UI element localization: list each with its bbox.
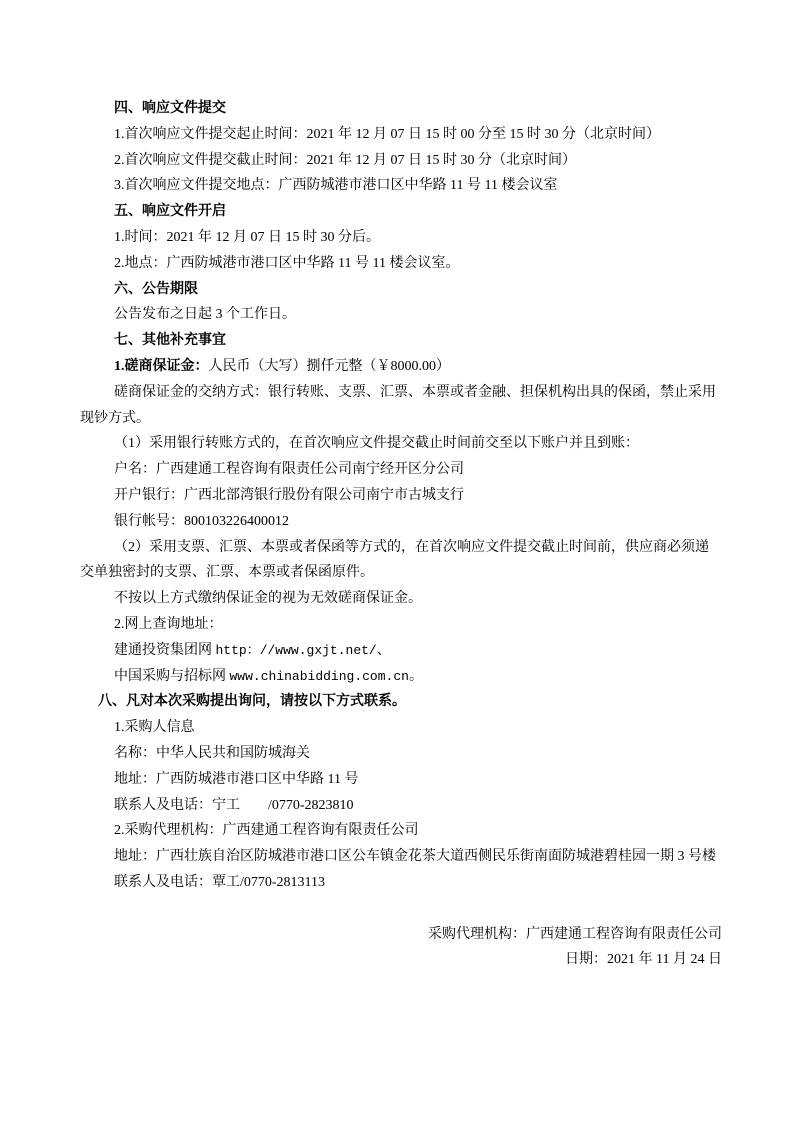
para-method-2 — [80, 535, 722, 587]
para-purchaser-name — [80, 741, 722, 767]
para-submit-deadline — [80, 148, 722, 174]
text-segment: 名称：中华人民共和国防城海关 — [114, 745, 310, 761]
text-segment: 日期：2021 年 11 月 24 日 — [565, 952, 722, 968]
text-segment: 开户银行：广西北部湾银行股份有限公司南宁市古城支行 — [114, 487, 464, 503]
text-segment: 1.时间：2021 年 12 月 07 日 15 时 30 分后。 — [114, 229, 380, 245]
para-open-place — [80, 251, 722, 277]
heading-section-6 — [80, 277, 722, 303]
para-agency-address — [80, 844, 722, 870]
heading-section-4 — [80, 96, 722, 122]
text-segment: 六、公告期限 — [114, 281, 198, 297]
url-gxjt: http：//www.gxjt.net/ — [215, 642, 377, 658]
text-segment: 磋商保证金的交纳方式：银行转账、支票、汇票、本票或者金融、担保机构出具的保函，禁止采用现钞方式。 — [80, 384, 716, 426]
para-announcement-period — [80, 302, 722, 328]
text-segment: 1.首次响应文件提交起止时间：2021 年 12 月 07 日 15 时 00 分至 15 时 30 分（北京时间） — [114, 126, 660, 142]
para-deposit-amount — [80, 354, 722, 380]
text-segment: 联系人及电话：覃工/0770-2813113 — [114, 874, 326, 890]
para-url-chinabidding — [80, 664, 722, 690]
para-method-1 — [80, 431, 722, 457]
para-deposit-methods — [80, 380, 722, 432]
text-segment: 2.采购代理机构：广西建通工程咨询有限责任公司 — [114, 823, 419, 839]
text-segment: 人民币（大写）捌仟元整（￥8000.00） — [208, 358, 450, 374]
text-segment: 1.磋商保证金： — [114, 358, 209, 374]
para-agency-contact — [80, 870, 722, 896]
heading-section-5 — [80, 199, 722, 225]
text-segment: 3.首次响应文件提交地点：广西防城港市港口区中华路 11 号 11 楼会议室 — [114, 178, 558, 194]
document-body — [80, 96, 722, 973]
text-segment: 建通投资集团网 — [114, 642, 216, 658]
text-segment: 地址：广西壮族自治区防城港市港口区公车镇金花茶大道西侧民乐街南面防城港碧桂园一期 3 号楼 — [114, 849, 716, 865]
text-segment: 五、响应文件开启 — [114, 204, 226, 220]
text-segment: 1.采购人信息 — [114, 720, 195, 736]
text-segment: 、 — [376, 642, 391, 658]
text-segment: 2.网上查询地址： — [114, 616, 223, 632]
text-segment: 户名：广西建通工程咨询有限责任公司南宁经开区分公司 — [114, 462, 464, 478]
text-segment: 八、凡对本次采购提出询问，请按以下方式联系。 — [98, 694, 406, 710]
text-segment: 。 — [408, 668, 423, 684]
signature-date — [80, 947, 722, 973]
para-invalid-deposit — [80, 586, 722, 612]
text-segment: 地址：广西防城港市港口区中华路 11 号 — [114, 771, 359, 787]
para-agency — [80, 818, 722, 844]
para-account-name — [80, 457, 722, 483]
para-purchaser-info — [80, 715, 722, 741]
para-url-gxjt — [80, 638, 722, 664]
para-online-query — [80, 612, 722, 638]
para-account-number — [80, 509, 722, 535]
text-segment: 采购代理机构：广西建通工程咨询有限责任公司 — [428, 926, 722, 942]
spacer-line — [80, 896, 722, 922]
text-segment: 2.地点：广西防城港市港口区中华路 11 号 11 楼会议室。 — [114, 255, 460, 271]
para-purchaser-address — [80, 767, 722, 793]
text-segment: 公告发布之日起 3 个工作日。 — [114, 307, 296, 323]
heading-section-7 — [80, 328, 722, 354]
para-submit-time-range — [80, 122, 722, 148]
text-segment: 联系人及电话：宁工 /0770-2823810 — [114, 797, 354, 813]
text-segment: （2）采用支票、汇票、本票或者保函等方式的，在首次响应文件提交截止时间前，供应商必须递交单独密封的支票、汇票、本票或者保函原件。 — [80, 539, 709, 581]
para-submit-place — [80, 173, 722, 199]
heading-section-8 — [80, 689, 722, 715]
text-segment: 银行帐号：800103226400012 — [114, 513, 289, 529]
text-segment: 2.首次响应文件提交截止时间：2021 年 12 月 07 日 15 时 30 分（北京时间） — [114, 152, 576, 168]
para-open-time — [80, 225, 722, 251]
para-account-bank — [80, 483, 722, 509]
text-segment: 四、响应文件提交 — [114, 101, 226, 116]
para-purchaser-contact — [80, 793, 722, 819]
text-segment: （1）采用银行转账方式的，在首次响应文件提交截止时间前交至以下账户并且到账： — [114, 436, 639, 452]
text-segment: 中国采购与招标网 — [114, 668, 230, 684]
signature-agency — [80, 922, 722, 948]
text-segment: 不按以上方式缴纳保证金的视为无效磋商保证金。 — [114, 591, 422, 607]
text-segment: 七、其他补充事宜 — [114, 333, 226, 349]
url-chinabidding: www.chinabidding.com.cn — [229, 668, 409, 684]
